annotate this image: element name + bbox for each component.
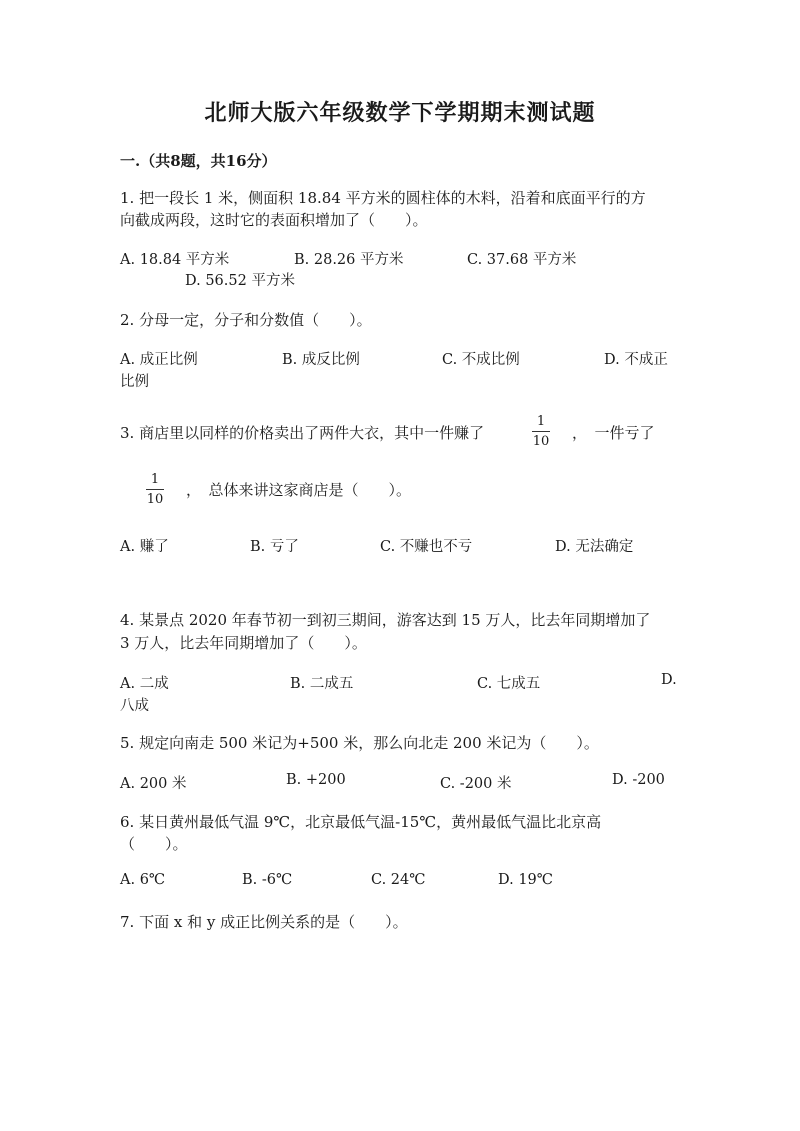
question-7-text: 7. 下面 x 和 y 成正比例关系的是（ ）。 bbox=[120, 913, 408, 931]
question-3-fraction-1 bbox=[532, 414, 550, 449]
question-4-option-d: D. bbox=[661, 672, 677, 688]
fraction-denominator: 10 bbox=[146, 492, 164, 507]
question-3-part-2: ， 一件亏了 bbox=[572, 424, 655, 442]
question-1-option-c: C. 37.68 平方米 bbox=[467, 252, 577, 268]
fraction-bar bbox=[532, 431, 550, 432]
question-5-option-d: D. -200 bbox=[612, 772, 665, 788]
fraction-numerator: 1 bbox=[536, 414, 546, 429]
question-6-option-c: C. 24℃ bbox=[371, 872, 426, 888]
question-6-option-a: A. 6℃ bbox=[120, 872, 166, 888]
fraction-bar bbox=[146, 489, 164, 490]
question-4-line-1: 4. 某景点 2020 年春节初一到初三期间，游客达到 15 万人，比去年同期增加了 bbox=[120, 611, 651, 629]
fraction-denominator: 10 bbox=[532, 434, 550, 449]
question-1-option-a: A. 18.84 平方米 bbox=[120, 252, 230, 268]
question-6-line-2: （ ）。 bbox=[120, 835, 188, 853]
question-3-part-3: ， 总体来讲这家商店是（ ）。 bbox=[186, 481, 412, 499]
question-4-line-2: 3 万人，比去年同期增加了（ ）。 bbox=[120, 634, 367, 652]
question-1-option-b: B. 28.26 平方米 bbox=[294, 252, 404, 268]
question-1-option-d: D. 56.52 平方米 bbox=[185, 273, 295, 289]
question-3-option-c: C. 不赚也不亏 bbox=[380, 539, 473, 555]
question-4-option-d-wrap: 八成 bbox=[120, 698, 149, 714]
question-3-part-1: 3. 商店里以同样的价格卖出了两件大衣，其中一件赚了 bbox=[120, 424, 485, 442]
question-3-fraction-2 bbox=[146, 472, 164, 507]
question-6-option-d: D. 19℃ bbox=[498, 872, 553, 888]
question-5-option-a: A. 200 米 bbox=[120, 776, 187, 792]
question-2-option-d: D. 不成正 bbox=[604, 352, 668, 368]
question-5-option-c: C. -200 米 bbox=[440, 776, 512, 792]
question-4-option-a: A. 二成 bbox=[120, 676, 169, 692]
section-heading: 一.（共8题，共16分） bbox=[120, 152, 277, 170]
question-2-option-b: B. 成反比例 bbox=[282, 352, 360, 368]
question-2-text: 2. 分母一定，分子和分数值（ ）。 bbox=[120, 311, 372, 329]
question-4-option-b: B. 二成五 bbox=[290, 676, 354, 692]
question-5-text: 5. 规定向南走 500 米记为+500 米，那么向北走 200 米记为（ ）。 bbox=[120, 734, 599, 752]
fraction-numerator: 1 bbox=[150, 472, 160, 487]
question-3-option-a: A. 赚了 bbox=[120, 539, 169, 555]
page-title: 北师大版六年级数学下学期期末测试题 bbox=[204, 100, 596, 126]
question-1-line-1: 1. 把一段长 1 米，侧面积 18.84 平方米的圆柱体的木料，沿着和底面平行的方 bbox=[120, 189, 646, 207]
question-2-option-a: A. 成正比例 bbox=[120, 352, 198, 368]
question-6-option-b: B. -6℃ bbox=[242, 872, 293, 888]
question-3-option-b: B. 亏了 bbox=[250, 539, 299, 555]
question-3-option-d: D. 无法确定 bbox=[555, 539, 634, 555]
question-6-line-1: 6. 某日黄州最低气温 9℃，北京最低气温-15℃，黄州最低气温比北京高 bbox=[120, 813, 602, 831]
question-1-line-2: 向截成两段，这时它的表面积增加了（ ）。 bbox=[120, 211, 428, 229]
question-5-option-b: B. +200 bbox=[286, 772, 346, 788]
question-2-option-d-wrap: 比例 bbox=[120, 374, 149, 390]
question-4-option-c: C. 七成五 bbox=[477, 676, 541, 692]
question-2-option-c: C. 不成比例 bbox=[442, 352, 520, 368]
